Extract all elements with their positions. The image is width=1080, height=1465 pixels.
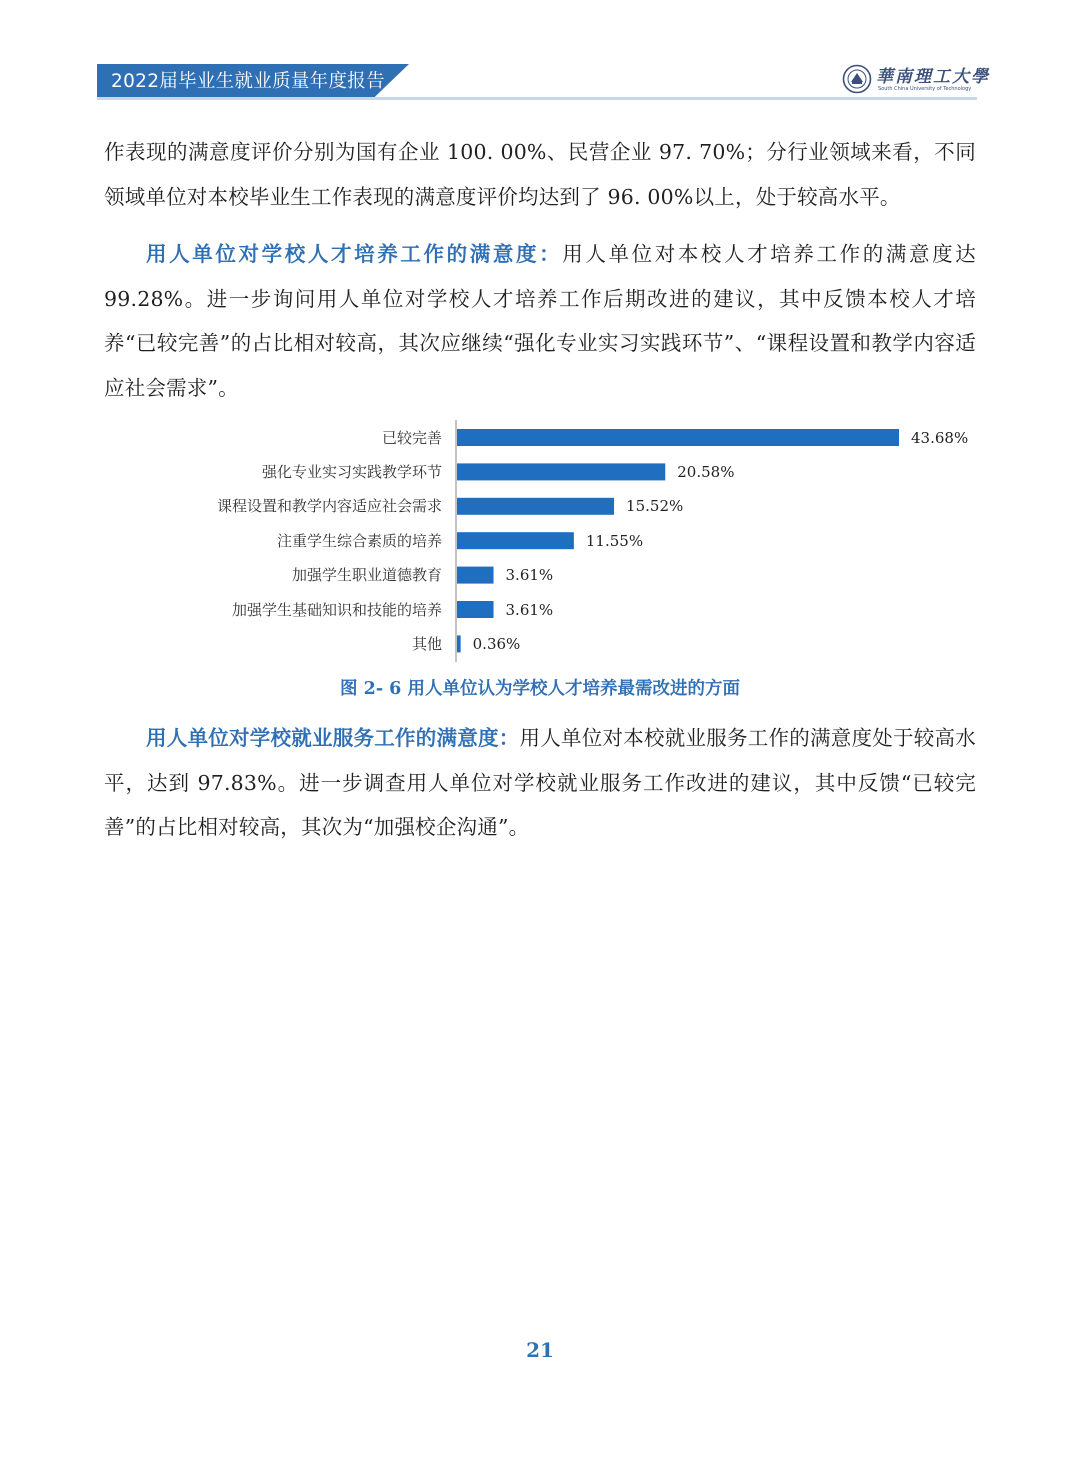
chart-value-label: 3.61% (505, 566, 554, 585)
paragraph-3-text: 用人单位对本校就业服务工作的满意度处于较高水平，达到 97.83%。进一步调查用人单位对学校就业服务工作改进的建议，其中反馈“已较完善”的占比相对较高，其次为“加强校企沟通”。 (104, 726, 976, 839)
chart-value-label: 20.58% (677, 462, 735, 481)
chart-bar (457, 635, 461, 652)
chart-category-label: 加强学生基础知识和技能的培养 (231, 600, 442, 619)
chart-value-label: 15.52% (626, 497, 684, 516)
paragraph-3-lead: 用人单位对学校就业服务工作的满意度： (146, 726, 520, 750)
paragraph-2-text: 用人单位对本校人才培养工作的满意度达 99.28%。进一步询问用人单位对学校人才培养工作后期改进的建议，其中反馈本校人才培养“已较完善”的占比相对较高，其次应继续“强化专业实习实践环节”、“课程设置和教学内容适应社会需求”。 (104, 242, 976, 400)
chart-category-label: 加强学生职业道德教育 (291, 566, 442, 585)
university-logo-subtitle: South China University of Technology (878, 86, 972, 92)
university-logo-text: 華南理工大學 (876, 67, 990, 87)
chart-category-label: 强化专业实习实践教学环节 (261, 462, 442, 481)
university-seal-icon (842, 64, 872, 94)
chart-bar (457, 463, 665, 480)
chart-value-label: 3.61% (505, 600, 554, 619)
chart-category-label: 课程设置和教学内容适应社会需求 (216, 497, 442, 516)
chart-bar (457, 567, 494, 584)
chart-value-label: 11.55% (585, 531, 644, 550)
report-title: 2022届毕业生就业质量年度报告 (111, 71, 385, 92)
chart-value-label: 43.68% (911, 428, 969, 447)
paragraph-3 (104, 716, 976, 850)
header-divider (97, 97, 977, 100)
chart-bar (457, 498, 614, 515)
chart-category-label: 已较完善 (381, 428, 442, 447)
chart-category-label: 注重学生综合素质的培养 (276, 531, 442, 550)
bar-chart-svg (150, 420, 980, 665)
chart-category-label: 其他 (411, 634, 442, 653)
chart-bar (457, 601, 494, 618)
paragraph-2 (104, 232, 976, 410)
chart-value-label: 0.36% (472, 634, 521, 653)
page-number: 21 (526, 1338, 554, 1362)
paragraph-1 (104, 130, 976, 219)
figure-caption: 图 2- 6 用人单位认为学校人才培养最需改进的方面 (340, 679, 740, 699)
bar-chart (150, 420, 980, 665)
paragraph-2-lead: 用人单位对学校人才培养工作的满意度： (146, 242, 563, 266)
chart-bar (457, 532, 574, 549)
chart-bar (457, 429, 899, 446)
paragraph-1-text: 作表现的满意度评价分别为国有企业 100. 00%、民营企业 97. 70%；分行业领域来看，不同领域单位对本校毕业生工作表现的满意度评价均达到了 96. 00%以上，处于较高水平。 (104, 140, 976, 209)
